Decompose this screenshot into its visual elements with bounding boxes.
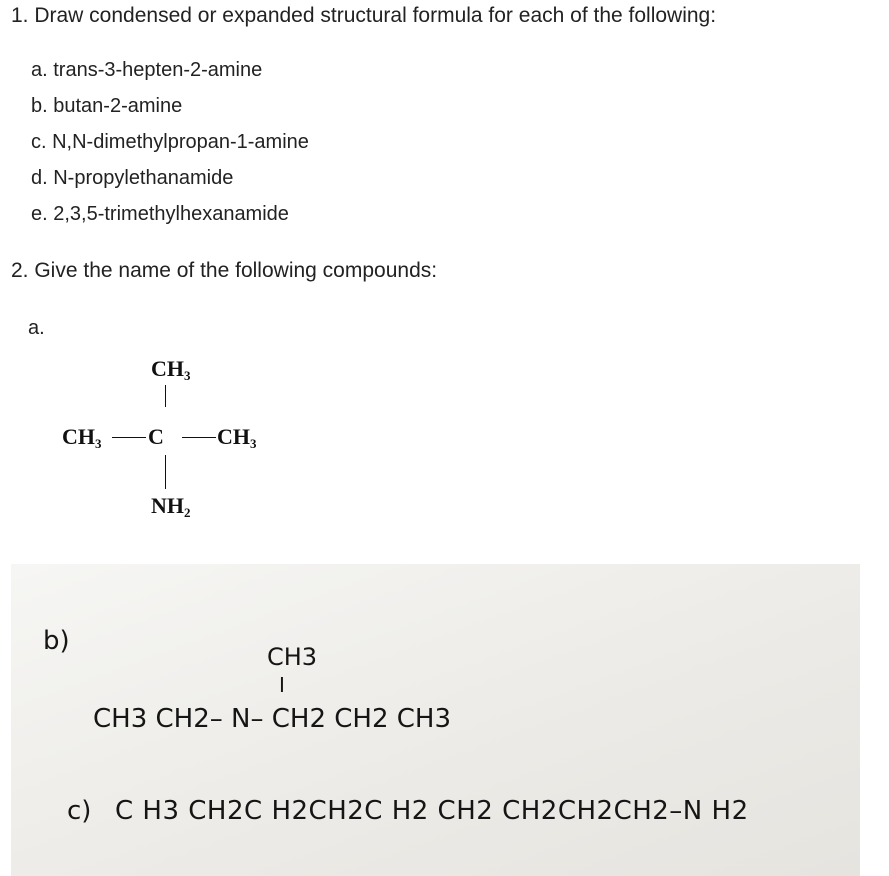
structure-a-top-group: $CH_3$ (151, 356, 191, 383)
question-1-part-c: c. N,N-dimethylpropan-1-amine (31, 131, 309, 153)
handwritten-b-main-chain: CH3 CH2– N– CH2 CH2 CH3 (93, 704, 452, 734)
question-1-part-list (31, 57, 309, 237)
question-1-part-d: d. N-propylethanamide (31, 167, 234, 189)
structure-a-bottom-group: $NH_2$ (151, 493, 191, 520)
structure-a-right-group: $CH_3$ (217, 424, 257, 451)
structure-a-left-bond (112, 437, 146, 438)
structure-a-bottom-bond (165, 455, 166, 489)
question-1-part-e: e. 2,3,5-trimethylhexanamide (31, 203, 289, 225)
structure-a-center-carbon: C (148, 424, 164, 449)
question-2-part-a-label: a. (28, 317, 45, 339)
handwritten-b-branch: CH3 (267, 643, 318, 671)
handwritten-part-b-label: b) (43, 626, 70, 656)
handwritten-b-branch-bond: I (279, 673, 285, 697)
question-1-part-b: b. butan-2-amine (31, 95, 183, 117)
structure-a-left-group: $CH_3$ (62, 424, 102, 451)
structure-a-top-bond (165, 385, 166, 407)
question-2-heading: 2. Give the name of the following compounds: (11, 259, 438, 282)
handwritten-c-chain: C H3 CH2C H2CH2C H2 CH2 CH2CH2CH2–N H2 (115, 796, 749, 826)
handwritten-photo (11, 564, 860, 876)
question-1-heading: 1. Draw condensed or expanded structural formula for each of the following: (11, 4, 717, 27)
structure-a-right-bond (182, 437, 216, 438)
handwritten-part-c-label: c) (67, 796, 92, 826)
question-1-part-a: a. trans-3-hepten-2-amine (31, 59, 263, 81)
